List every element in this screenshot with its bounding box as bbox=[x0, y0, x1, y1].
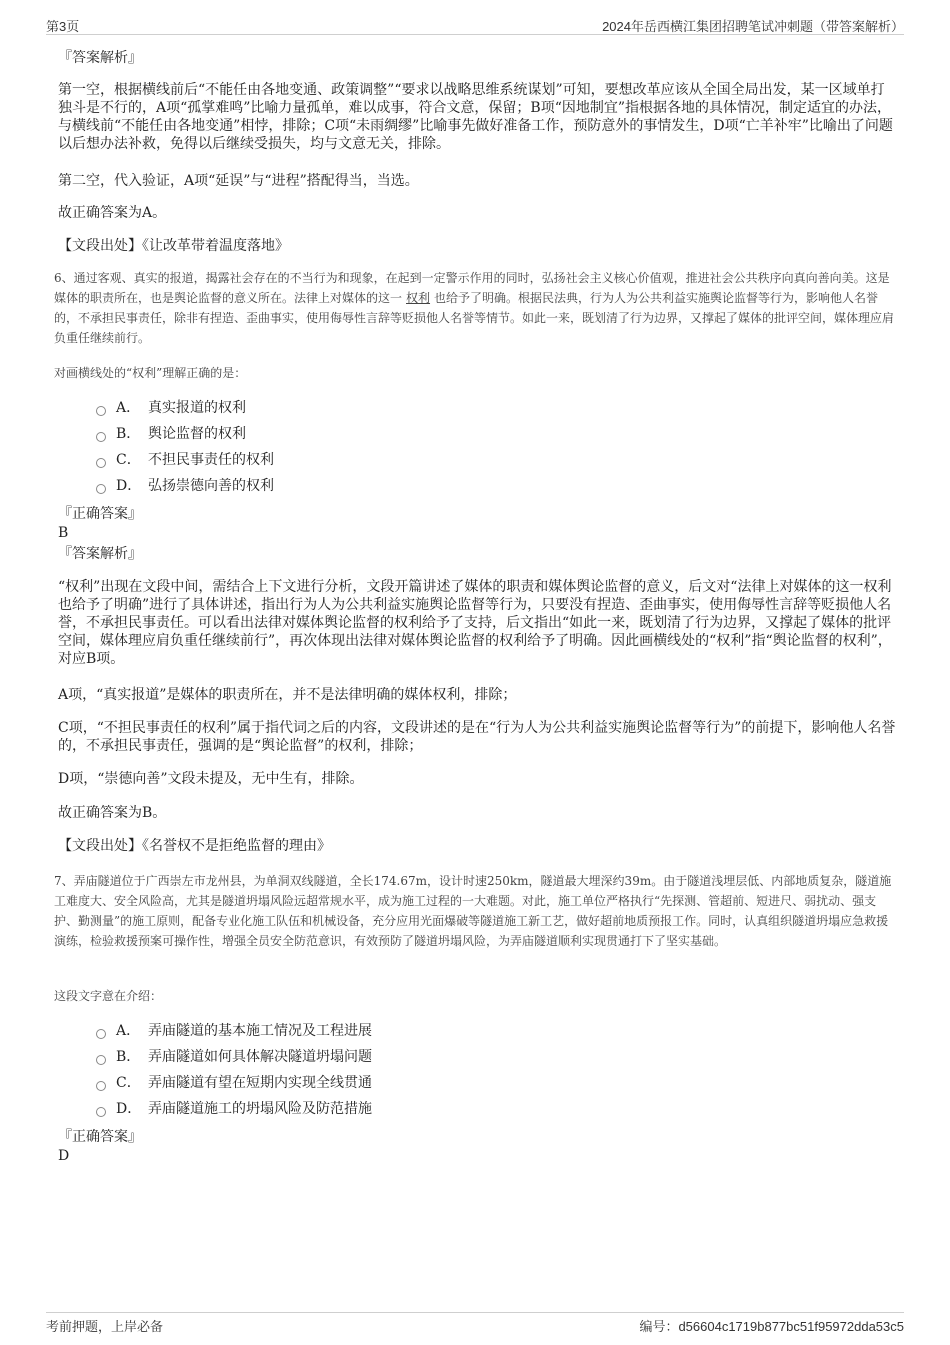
radio-icon[interactable] bbox=[96, 1107, 106, 1117]
q7-question: 这段文字意在介绍： bbox=[54, 989, 163, 1003]
radio-icon[interactable] bbox=[96, 1055, 106, 1065]
page-number: 第3页 bbox=[46, 19, 80, 34]
radio-icon[interactable] bbox=[96, 1029, 106, 1039]
q6-option-a[interactable]: A． 真实报道的权利 bbox=[96, 399, 246, 417]
radio-icon[interactable] bbox=[96, 458, 106, 468]
q6-answer: B bbox=[58, 525, 69, 541]
q6-source: 【文段出处】《名誉权不是拒绝监督的理由》 bbox=[58, 838, 331, 854]
radio-icon[interactable] bbox=[96, 1081, 106, 1091]
q7-answer-title: 『正确答案』 bbox=[58, 1129, 142, 1145]
radio-icon[interactable] bbox=[96, 406, 106, 416]
q6-analysis-p5: 故正确答案为B。 bbox=[58, 805, 167, 821]
radio-icon[interactable] bbox=[96, 432, 106, 442]
q6-analysis-title: 『答案解析』 bbox=[58, 546, 142, 562]
q6-analysis-p1: “权利”出现在文段中间，需结合上下文进行分析，文段开篇讲述了媒体的职责和媒体舆论监督的意义，后文对“法律上对媒体的这一权利也给予了明确”进行了具体讲述，指出行为人为公共利益实施舆论监督等行为，只要没有捏造、歪曲事实，使用侮辱性言辞等贬损他人名誉，不承担民事责任。可以看出法律对媒体舆论监督的权利给予了支持，后文指出“如此一来，既划清了行为边界，又撑起了媒体的批评空间，媒体理应肩负重任继续前行”，再次体现出法律对媒体舆论监督的权利给予了明确。因此画横线处的“权利”指“舆论监督的权利”，对应B项。 bbox=[58, 579, 892, 667]
q5-source: 【文段出处】《让改革带着温度落地》 bbox=[58, 238, 289, 254]
q6-stem: 6、通过客观、真实的报道，揭露社会存在的不当行为和现象，在起到一定警示作用的同时，弘扬社会主义核心价值观，推进社会公共秩序向真向善向美。这是媒体的职责所在，也是舆论监督的意义所在。法律上对媒体的这一 权利 也给予了明确。根据民法典，行为人为公共利益实施舆论监督等行为，影响他人名誉的，不承担民事责任，除非有捏造、歪曲事实，使用侮辱性言辞等贬损他人名誉等情节。如此一来，既划清了行为边界，又撑起了媒体的批评空间，媒体理应肩负重任继续前行。 bbox=[54, 271, 895, 345]
q5-analysis-title: 『答案解析』 bbox=[58, 50, 142, 66]
q7-stem: 7、弄庙隧道位于广西崇左市龙州县，为单洞双线隧道，全长174.67m，设计时速250km，隧道最大埋深约39m。由于隧道浅埋层低、内部地质复杂，隧道施工难度大、安全风险高，尤其是隧道坍塌风险远超常规水平，成为施工过程的一大难题。对此，施工单位严格执行“先探测、管超前、短进尺、弱扰动、强支护、勤测量”的施工原则，配备专业化施工队伍和机械设备，充分应用光面爆破等隧道施工新工艺，做好超前地质预报工作。同时，认真组织隧道坍塌应急救援演练，检验救援预案可操作性，增强全员安全防范意识，有效预防了隧道坍塌风险，为弄庙隧道顺利实现贯通打下了坚实基础。 bbox=[54, 874, 892, 948]
q6-option-d[interactable]: D． 弘扬崇德向善的权利 bbox=[96, 477, 274, 495]
q6-option-b[interactable]: B． 舆论监督的权利 bbox=[96, 425, 246, 443]
q6-option-c[interactable]: C． 不担民事责任的权利 bbox=[96, 451, 274, 469]
document-code: 编号：d56604c1719b877bc51f95972dda53c5 bbox=[639, 1319, 904, 1334]
q5-analysis-p3: 故正确答案为A。 bbox=[58, 205, 167, 221]
q6-question: 对画横线处的“权利”理解正确的是： bbox=[54, 366, 247, 380]
radio-icon[interactable] bbox=[96, 484, 106, 494]
q6-analysis-p4: D项，“崇德向善”文段未提及，无中生有，排除。 bbox=[58, 771, 364, 787]
q6-analysis-p2: A项，“真实报道”是媒体的职责所在，并不是法律明确的媒体权利，排除； bbox=[58, 687, 517, 703]
q7-option-a[interactable]: A． 弄庙隧道的基本施工情况及工程进展 bbox=[96, 1022, 372, 1040]
q5-analysis-p2: 第二空，代入验证，A项“延误”与“进程”搭配得当，当选。 bbox=[58, 173, 419, 189]
footer-slogan: 考前押题，上岸必备 bbox=[46, 1319, 164, 1334]
q6-answer-title: 『正确答案』 bbox=[58, 506, 142, 522]
document-title: 2024年岳西横江集团招聘笔试冲刺题（带答案解析） bbox=[602, 19, 904, 34]
q7-option-c[interactable]: C． 弄庙隧道有望在短期内实现全线贯通 bbox=[96, 1074, 372, 1092]
page-header bbox=[46, 14, 904, 35]
q5-analysis-p1: 第一空，根据横线前后“不能任由各地变通、政策调整”“要求以战略思维系统谋划”可知，要想改革应该从全国全局出发，某一区域单打独斗是不行的，A项“孤掌难鸣”比喻力量孤单，难以成事，符合文意，保留；B项“因地制宜”指根据各地的具体情况，制定适宜的办法，与横线前“不能任由各地变通”相悖，排除；C项“未雨绸缪”比喻事先做好准备工作，预防意外的事情发生，D项“亡羊补牢”比喻出了问题以后想办法补救，免得以后继续受损失，均与文意无关，排除。 bbox=[58, 82, 893, 152]
q6-underlined-word: 权利 bbox=[406, 291, 431, 305]
q7-option-b[interactable]: B． 弄庙隧道如何具体解决隧道坍塌问题 bbox=[96, 1048, 372, 1066]
q7-answer: D bbox=[58, 1148, 70, 1164]
page-footer bbox=[46, 1312, 904, 1333]
q6-analysis-p3: C项，“不担民事责任的权利”属于指代词之后的内容，文段讲述的是在“行为人为公共利益实施舆论监督等行为”的前提下，影响他人名誉的，不承担民事责任，强调的是“舆论监督”的权利，排除； bbox=[58, 720, 896, 754]
q7-option-d[interactable]: D． 弄庙隧道施工的坍塌风险及防范措施 bbox=[96, 1100, 372, 1118]
